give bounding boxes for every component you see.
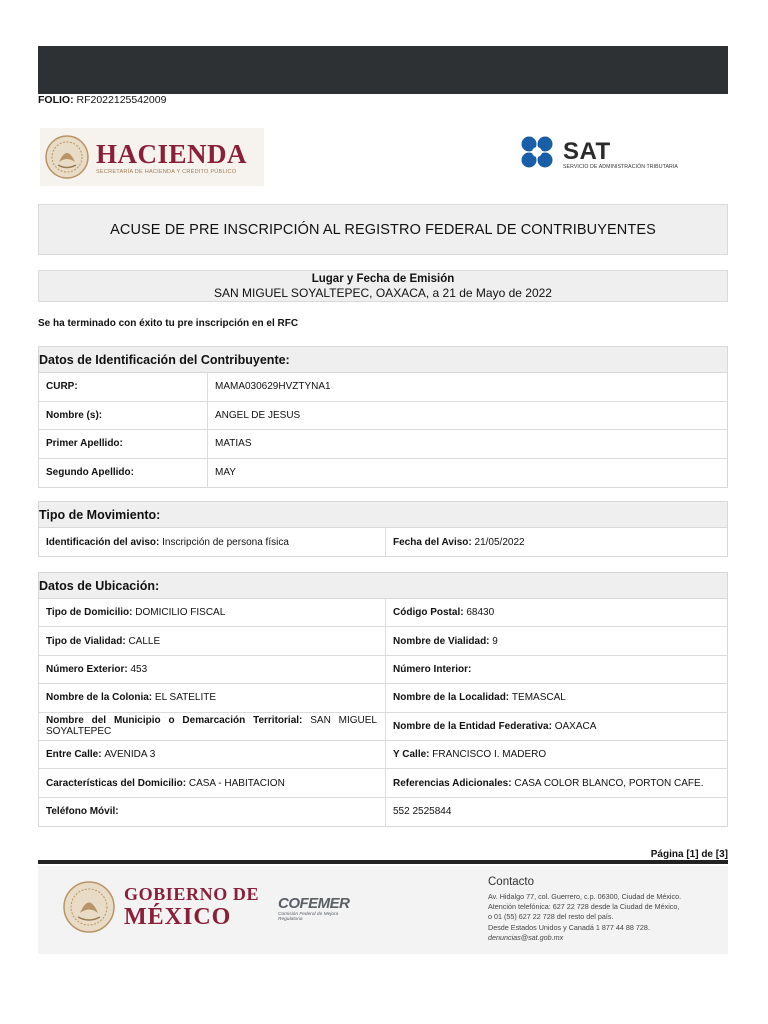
location-cell — [385, 599, 727, 626]
municipio-label: Nombre del Municipio o Demarcación Territorial: — [46, 714, 303, 726]
tipo-domicilio-value: DOMICILIO FISCAL — [135, 607, 226, 619]
contact-line: Desde Estados Unidos y Canadá 1 877 44 88 728. — [488, 922, 650, 932]
tipo-domicilio-label: Tipo de Domicilio: — [46, 607, 133, 619]
place-value: SAN MIGUEL SOYALTEPEC, OAXACA, a 21 de Mayo de 2022 — [214, 286, 552, 300]
page-number: Página [1] de [3] — [650, 849, 728, 860]
nombre-value: ANGEL DE JESUS — [207, 402, 727, 430]
section-heading — [39, 502, 727, 528]
location-cell — [385, 713, 727, 740]
gob-line2: MÉXICO — [124, 904, 232, 930]
movement-heading: Tipo de Movimiento: — [39, 507, 161, 522]
codigo-postal-value: 68430 — [466, 607, 495, 619]
fecha-aviso-cell — [385, 528, 727, 556]
y-calle-value: FRANCISCO I. MADERO — [432, 749, 547, 761]
location-cell — [39, 741, 385, 768]
cofemer-name: COFEMER — [278, 895, 350, 912]
contact-line: Av. Hidalgo 77, col. Guerrero, c.p. 06300, Ciudad de México. — [488, 892, 682, 901]
contact-line: o 01 (55) 627 22 728 del resto del país. — [488, 912, 614, 922]
caracteristicas-label: Características del Domicilio: — [46, 777, 187, 789]
primer-apellido-value: MATIAS — [207, 430, 727, 458]
location-heading: Datos de Ubicación: — [39, 578, 160, 593]
segundo-apellido-label: Segundo Apellido: — [46, 467, 134, 479]
colonia-label: Nombre de la Colonia: — [46, 692, 153, 704]
entidad-label: Nombre de la Entidad Federativa: — [393, 720, 552, 732]
location-cell — [39, 798, 385, 826]
gob-line1: GOBIERNO DE — [124, 884, 260, 904]
nombre-label: Nombre (s): — [46, 409, 103, 421]
fecha-aviso-value: 21/05/2022 — [474, 536, 525, 548]
table-row — [39, 798, 727, 826]
nombre-vialidad-label: Nombre de Vialidad: — [393, 635, 490, 647]
curp-value: MAMA030629HVZTYNA1 — [207, 373, 727, 401]
entre-calle-value: AVENIDA 3 — [104, 749, 156, 761]
document-title: ACUSE DE PRE INSCRIPCIÓN AL REGISTRO FEDERAL DE CONTRIBUYENTES — [110, 221, 656, 238]
sat-name: SAT — [563, 138, 611, 165]
location-cell — [39, 656, 385, 683]
place-date-box — [38, 270, 728, 302]
table-row — [39, 741, 727, 769]
location-cell — [39, 769, 385, 796]
entre-calle-label: Entre Calle: — [46, 749, 102, 761]
caracteristicas-value: CASA - HABITACION — [188, 777, 285, 789]
table-row — [39, 459, 727, 488]
colonia-value: EL SATELITE — [154, 692, 217, 704]
location-cell — [385, 769, 727, 796]
location-cell — [385, 741, 727, 768]
cofemer-subtitle: Comisión Federal de Mejora Regulatoria — [278, 912, 339, 922]
table-row — [39, 599, 727, 627]
hacienda-subtitle: SECRETARÍA DE HACIENDA Y CRÉDITO PÚBLICO — [96, 168, 237, 175]
numero-exterior-value: 453 — [130, 663, 148, 675]
table-row — [39, 684, 727, 712]
localidad-label: Nombre de la Localidad: — [393, 692, 510, 704]
table-row — [39, 713, 727, 741]
contact-email-link[interactable]: denuncias@sat.gob.mx — [488, 932, 564, 942]
success-message: Se ha terminado con éxito tu pre inscripción en el RFC — [38, 318, 299, 329]
section-heading — [39, 347, 727, 373]
fecha-aviso-label: Fecha del Aviso: — [393, 536, 472, 548]
location-cell — [39, 684, 385, 711]
table-row — [39, 528, 727, 556]
folio-value: RF2022125542009 — [76, 94, 167, 106]
telefono-label: Teléfono Móvil: — [46, 806, 119, 818]
location-cell — [385, 684, 727, 711]
table-row — [39, 769, 727, 797]
telefono-value: 552 2525844 — [393, 806, 452, 818]
aviso-cell — [39, 528, 385, 556]
referencias-label: Referencias Adicionales: — [393, 777, 512, 789]
footer — [38, 866, 728, 954]
mexico-seal-icon — [62, 880, 116, 934]
sat-subtitle: SERVICIO DE ADMINISTRACIÓN TRIBUTARIA — [563, 164, 678, 170]
location-cell — [385, 627, 727, 654]
aviso-value: Inscripción de persona física — [162, 536, 289, 548]
location-cell — [39, 599, 385, 626]
numero-exterior-label: Número Exterior: — [46, 663, 128, 675]
municipio-value: SAN MIGUEL SOYALTEPEC — [46, 714, 377, 737]
y-calle-label: Y Calle: — [393, 749, 430, 761]
aviso-label: Identificación del aviso: — [46, 536, 160, 548]
footer-divider — [38, 860, 728, 864]
numero-interior-label: Número Interior: — [393, 663, 472, 675]
hacienda-logo — [40, 128, 264, 186]
gobierno-mexico-logo — [62, 880, 259, 934]
entidad-value: OAXACA — [554, 720, 597, 732]
referencias-value: CASA COLOR BLANCO, PORTON CAFE. — [514, 777, 704, 789]
localidad-value: TEMASCAL — [511, 692, 566, 704]
contact-block — [488, 876, 724, 943]
nombre-vialidad-value: 9 — [492, 635, 498, 647]
identification-section — [38, 346, 728, 488]
sat-logo — [520, 132, 695, 178]
movement-section — [38, 501, 728, 557]
segundo-apellido-value: MAY — [207, 459, 727, 488]
document-title-box — [38, 204, 728, 255]
hacienda-name: HACIENDA — [96, 138, 248, 169]
contact-heading: Contacto — [488, 876, 535, 888]
place-label: Lugar y Fecha de Emisión — [311, 273, 455, 285]
location-cell — [385, 656, 727, 683]
folio — [38, 94, 166, 106]
sat-dots-icon — [520, 135, 560, 175]
cofemer-logo — [278, 895, 350, 930]
contact-line: Atención telefónica: 627 22 728 desde la Ciudad de México, — [488, 902, 680, 912]
tipo-vialidad-value: CALLE — [128, 635, 161, 647]
primer-apellido-label: Primer Apellido: — [46, 438, 123, 450]
header-bar — [38, 46, 728, 94]
curp-label: CURP: — [46, 381, 78, 393]
table-row — [39, 430, 727, 459]
location-section — [38, 572, 728, 827]
location-cell — [39, 713, 385, 740]
table-row — [39, 627, 727, 655]
location-cell — [385, 798, 727, 826]
identification-heading: Datos de Identificación del Contribuyente: — [39, 352, 290, 367]
table-row — [39, 373, 727, 402]
mexico-seal-icon — [44, 134, 90, 180]
table-row — [39, 656, 727, 684]
table-row — [39, 402, 727, 431]
location-cell — [39, 627, 385, 654]
codigo-postal-label: Código Postal: — [393, 607, 464, 619]
section-heading — [39, 573, 727, 599]
tipo-vialidad-label: Tipo de Vialidad: — [46, 635, 126, 647]
folio-label: FOLIO: — [38, 94, 74, 106]
